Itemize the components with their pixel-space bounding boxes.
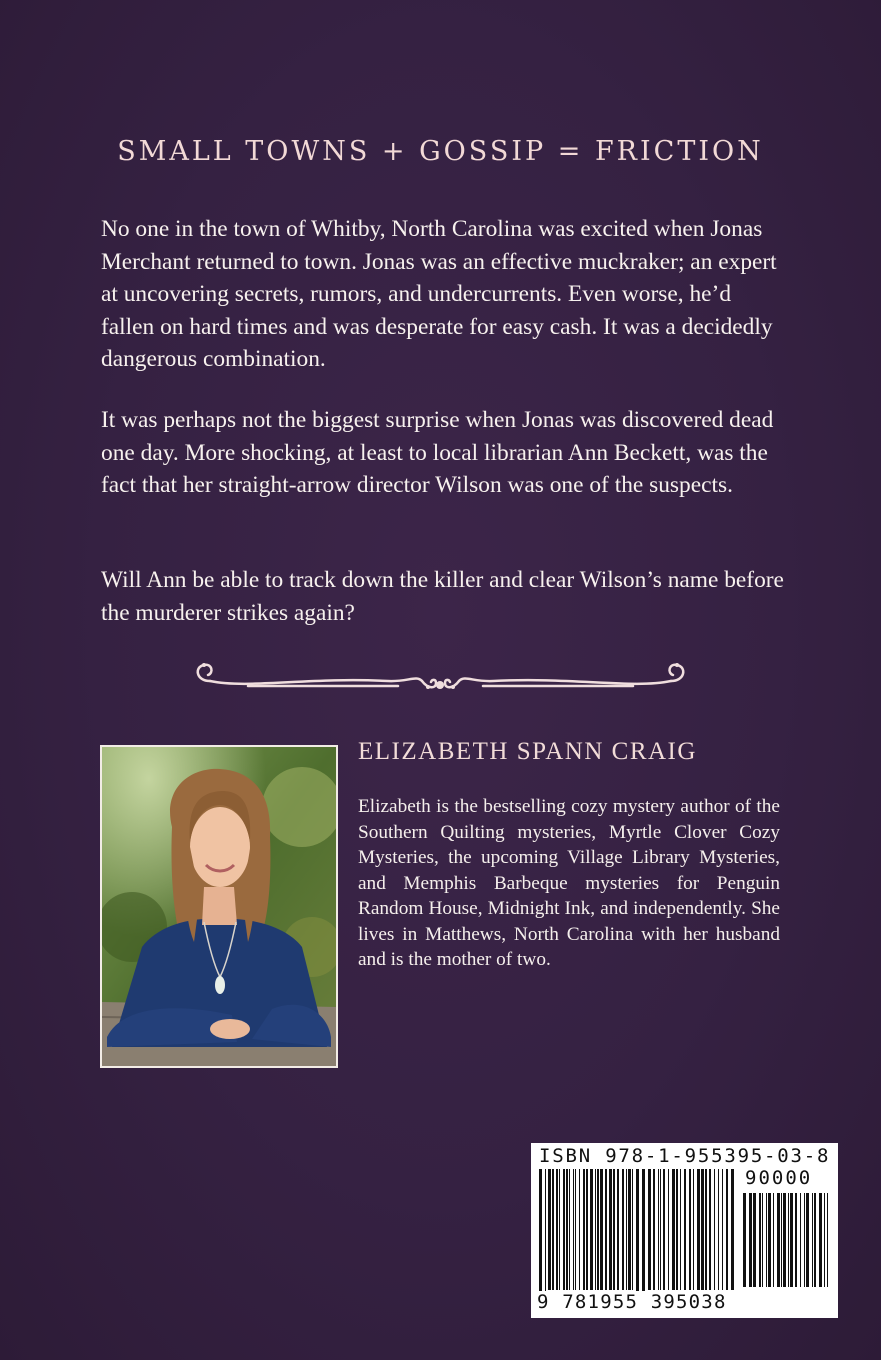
- barcode-bar: [773, 1193, 774, 1287]
- blurb-paragraph-3: Will Ann be able to track down the killer and clear Wilson’s name before the murderer strikes again?: [101, 567, 784, 626]
- barcode-bar: [759, 1193, 761, 1287]
- tagline: SMALL TOWNS + GOSSIP = FRICTION: [117, 136, 764, 167]
- isbn-label: ISBN 978-1-955395-03-8: [539, 1145, 831, 1167]
- barcode-bar: [597, 1169, 599, 1290]
- author-bio: Elizabeth is the bestselling cozy mystery author of the Southern Quilting mysteries, Myrtle Clover Cozy Mysteries, the upcoming Village Library Mysteries, and Memphis Barbeque mysteries for Penguin Random House, Midnight Ink, and independently. She lives in Matthews, North Carolina with her husband and is the mother of two.: [358, 796, 780, 970]
- barcode-digits: 9 781955 395038: [537, 1291, 727, 1313]
- blurb-paragraph-1: No one in the town of Whitby, North Carolina was excited when Jonas Merchant returned to town. Jonas was an effective muckraker; an expert at uncovering secrets, rumors, and undercurrents. Even worse, he’d fallen on hard times and was desperate for easy cash. It was a decidedly dangerous combination.: [101, 216, 777, 372]
- barcode-bar: [795, 1193, 797, 1287]
- price-code: 90000: [745, 1167, 813, 1189]
- barcode-bar: [658, 1169, 659, 1290]
- barcode-bar: [680, 1169, 681, 1290]
- barcode-bar: [731, 1169, 734, 1290]
- barcode-bar: [812, 1193, 813, 1287]
- barcode-bar: [575, 1169, 576, 1290]
- barcode-bar: [648, 1169, 651, 1290]
- barcode-bar: [626, 1169, 627, 1290]
- barcode-bar: [777, 1193, 780, 1287]
- barcode-bar: [819, 1193, 822, 1287]
- barcode-bar: [552, 1169, 554, 1290]
- barcode-bar: [705, 1169, 707, 1290]
- barcode-bar: [714, 1169, 715, 1290]
- barcode-bar: [762, 1193, 763, 1287]
- barcode-bar: [590, 1169, 593, 1290]
- barcode-bar: [684, 1169, 686, 1290]
- barcode-bar: [804, 1193, 805, 1287]
- barcode-bar: [563, 1169, 565, 1290]
- ornamental-divider-icon: [188, 655, 693, 705]
- barcode-bar: [672, 1169, 675, 1290]
- barcode-bar: [726, 1169, 728, 1290]
- blurb-paragraph-2: It was perhaps not the biggest surprise when Jonas was discovered dead one day. More shocking, at least to local librarian Ann Beckett, was the fact that her straight-arrow director Wilson was one of the suspects.: [101, 407, 774, 498]
- isbn-barcode: [531, 1143, 838, 1318]
- barcode-bar: [609, 1169, 612, 1290]
- barcode-bar: [701, 1169, 704, 1290]
- barcode-bar: [566, 1169, 568, 1290]
- barcode-bar: [653, 1169, 655, 1290]
- barcode-bar: [709, 1169, 711, 1290]
- barcode-bar: [781, 1193, 782, 1287]
- barcode-bar: [689, 1169, 691, 1290]
- barcode-bar: [632, 1169, 633, 1290]
- barcode-bar: [827, 1193, 828, 1287]
- barcode-bar: [605, 1169, 607, 1290]
- barcode-bar: [766, 1193, 767, 1287]
- barcode-bar: [749, 1193, 752, 1287]
- author-photo: [100, 745, 338, 1068]
- barcode-bar: [548, 1169, 551, 1290]
- barcode-bar: [617, 1169, 619, 1290]
- barcode-bar: [628, 1169, 631, 1290]
- barcode-bar: [600, 1169, 603, 1290]
- barcode-bar: [718, 1169, 719, 1290]
- barcode-bar: [573, 1169, 574, 1290]
- barcode-bar: [753, 1193, 756, 1287]
- barcode-bar: [595, 1169, 596, 1290]
- barcode-bar: [556, 1169, 558, 1290]
- barcode-bar: [693, 1169, 694, 1290]
- barcode-bar: [824, 1193, 825, 1287]
- barcode-bar: [676, 1169, 678, 1290]
- author-name: ELIZABETH SPANN CRAIG: [358, 738, 697, 765]
- barcode-bar: [613, 1169, 615, 1290]
- barcode-bar: [622, 1169, 624, 1290]
- barcode-bar: [783, 1193, 786, 1287]
- barcode-bar: [814, 1193, 816, 1287]
- barcode-bar: [743, 1193, 746, 1287]
- barcode-bar: [790, 1193, 793, 1287]
- barcode-bar: [722, 1169, 723, 1290]
- barcode-bar: [663, 1169, 665, 1290]
- barcode-bar: [583, 1169, 585, 1290]
- barcode-bar: [660, 1169, 661, 1290]
- barcode-bar: [559, 1169, 560, 1290]
- barcode-bar: [788, 1193, 789, 1287]
- barcode-bar: [806, 1193, 809, 1287]
- barcode-bar: [569, 1169, 570, 1290]
- barcode-bar: [668, 1169, 669, 1290]
- barcode-bar: [800, 1193, 801, 1287]
- barcode-bars-addon: [741, 1193, 833, 1311]
- barcode-bar: [697, 1169, 700, 1290]
- barcode-bar: [579, 1169, 580, 1290]
- barcode-bar: [586, 1169, 588, 1290]
- barcode-bar: [768, 1193, 771, 1287]
